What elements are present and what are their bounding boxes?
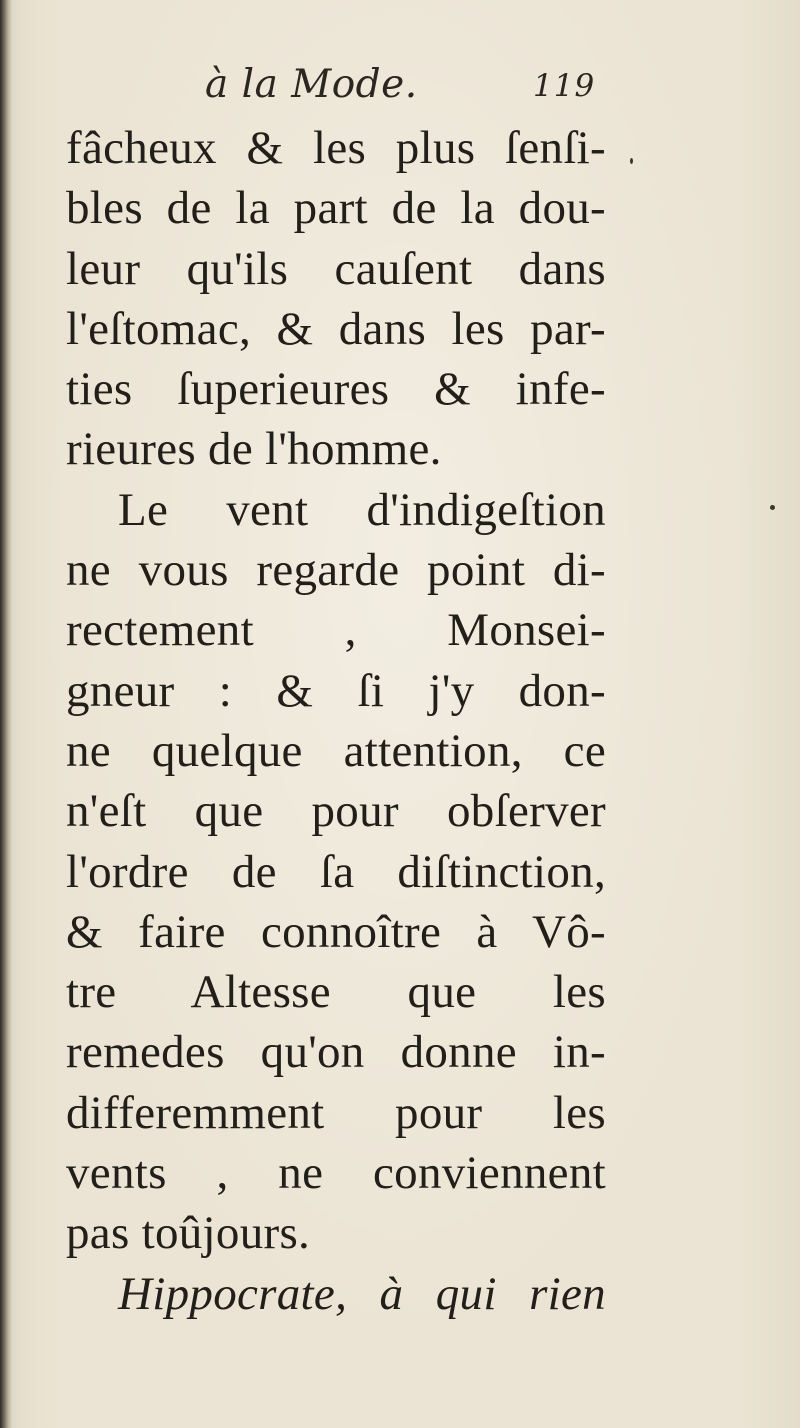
binding-edge [0, 0, 12, 1428]
text-line: differemment pour les [66, 1086, 606, 1139]
text-line: gneur : & ſi j'y don- [66, 664, 606, 717]
text-line: rectement , Monsei- [66, 604, 606, 657]
ink-speck [630, 158, 633, 164]
text-line: fâcheux & les plus ſenſi- [66, 122, 606, 174]
text-line: rieures de l'homme. [66, 423, 442, 476]
ink-speck [770, 505, 775, 510]
body-text [66, 118, 606, 1324]
text-line: n'eſt que pour obſerver [66, 785, 606, 838]
text-line: l'eſtomac, & dans les par- [66, 302, 606, 355]
text-line: ties ſuperieures & infe- [66, 363, 606, 416]
text-line: leur qu'ils cauſent dans [66, 242, 606, 295]
text-line: ne quelque attention, ce [66, 724, 606, 777]
text-line: & faire connoître à Vô- [66, 905, 606, 958]
text-line: ne vous regarde point di- [66, 544, 606, 597]
text-line: pas toûjours. [66, 1207, 311, 1260]
text-line: bles de la part de la dou- [66, 182, 606, 235]
text-line: l'ordre de ſa diſtinction, [66, 845, 606, 898]
running-head [0, 62, 800, 112]
text-line: Le vent d'indigeſtion [118, 483, 606, 536]
text-line: Hippocrate, à qui rien [118, 1267, 606, 1320]
text-line: tre Altesse que les [66, 966, 606, 1019]
text-line: vents , ne conviennent [66, 1147, 606, 1200]
page-number: 119 [533, 68, 596, 104]
running-head-title: à la Mode. [205, 62, 418, 107]
text-line: remedes qu'on donne in- [66, 1026, 606, 1079]
